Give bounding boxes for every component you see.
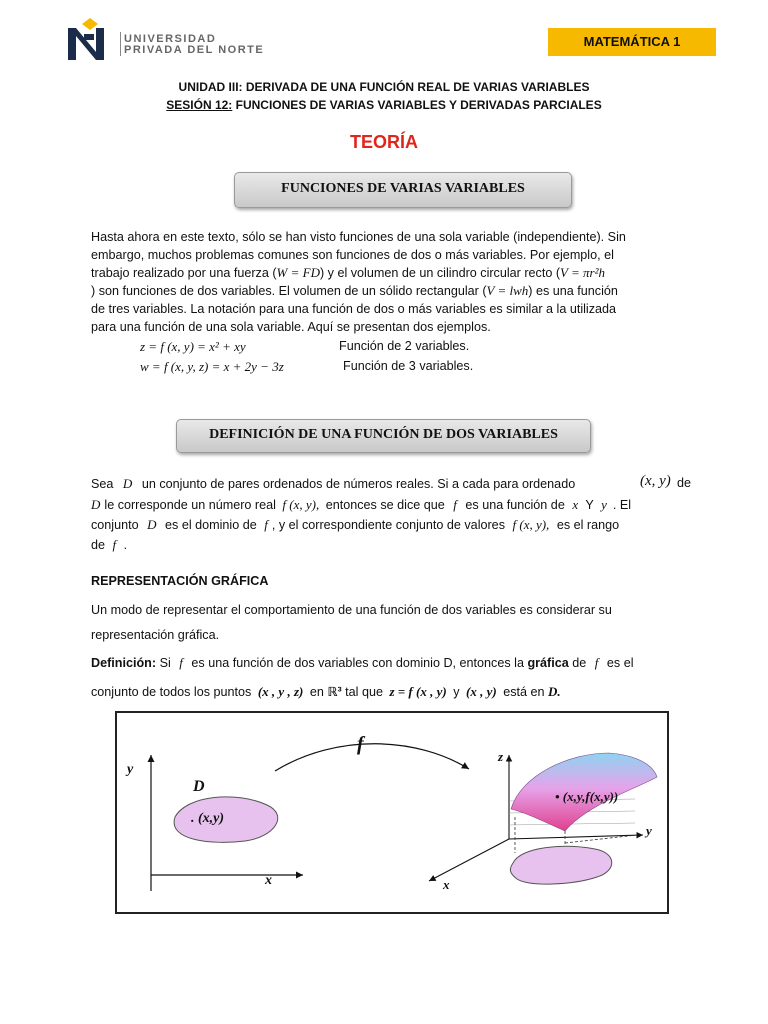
section1-heading: FUNCIONES DE VARIAS VARIABLES [234,172,572,208]
math-f: f [264,517,268,532]
label-D: D [193,778,205,795]
label-x-right: x [443,877,450,892]
text: de [677,476,692,490]
university-logo [66,18,266,62]
text: Sea [91,477,114,491]
text: . El [612,498,632,512]
label-point-3d: • (x,y,f(x,y)) [555,789,619,804]
label-point-xy: . (x,y) [191,811,225,826]
course-badge: MATEMÁTICA 1 [548,28,716,56]
eq-box: V = lwh [486,283,529,298]
math-D: D. [548,684,561,699]
section3-heading: REPRESENTACIÓN GRÁFICA [91,574,269,588]
session-title [0,98,768,112]
math-xyz: (x , y , z) [257,684,304,699]
text: en [309,685,324,699]
math-y: y [601,497,607,512]
example1-label: Función de 2 variables. [339,339,470,353]
def-line-1 [91,473,692,492]
label-f: f [357,733,364,755]
example2-label: Función de 3 variables. [343,359,474,373]
text: tal que [345,685,383,699]
math-f: f [453,497,457,512]
math-D: D [147,517,157,532]
p-line: Hasta ahora en este texto, sólo se han visto funciones de una sola variable (independiente). Sin [91,230,626,244]
logo-n-icon [66,18,112,62]
teoria-heading: TEORÍA [349,132,418,152]
logo-divider [120,32,121,56]
def-line-3 [91,517,619,533]
text: conjunto [91,518,139,532]
example2-equation: w = f (x, y, z) = x + 2y − 3z [140,359,284,374]
section1-paragraph [91,228,690,336]
label-x-left: x [265,873,272,888]
text: ) y el volumen de un cilindro circular recto ( [319,266,561,280]
graph-figure [115,711,669,914]
definition-line-2 [91,684,561,700]
text: , y el correspondiente conjunto de valores [271,518,505,532]
representation-line-1: Un modo de representar el comportamiento de una función de dos variables es considerar su [91,603,612,617]
x-axis-3d [429,839,509,881]
section2-heading: DEFINICIÓN DE UNA FUNCIÓN DE DOS VARIABLES [176,419,591,453]
text: trabajo realizado por una fuerza ( [91,266,277,280]
text: de [572,656,587,670]
math-fxy: f (x, y), [282,497,320,512]
math-f: f [179,655,183,670]
definition-line-1 [91,655,690,671]
text: entonces se dice que [325,498,445,512]
mapping-arrow [275,744,469,771]
example1-equation: z = f (x, y) = x² + xy [140,339,246,354]
p-line: de tres variables. La notación para una función de dos o más variables es similar a la utilizada [91,302,617,316]
text: está en [503,685,545,699]
definition-label: Definición: [91,656,157,670]
eq-cylinder: V = πr²h [560,265,605,280]
math-D: D [91,497,101,512]
p-line [91,264,690,282]
math-xy: (x , y) [466,684,497,699]
text: ) son funciones de dos variables. El volumen de un sólido rectangular ( [91,284,487,298]
label-y-left: y [127,762,134,777]
def-line-4 [91,537,127,553]
text: Si [159,656,171,670]
text: ) es una función [528,284,618,298]
math-zf: z = f (x , y) [389,684,447,699]
representation-line-2: representación gráfica. [91,628,220,642]
grafica-bold: gráfica [527,656,569,670]
text: es el rango [556,518,620,532]
math-f: f [594,655,599,670]
logo-line1: UNIVERSIDAD [124,33,217,45]
label-z: z [498,749,504,764]
text: es el [606,656,634,670]
text: es el dominio de [165,518,257,532]
p-line: para una función de una sola variable. Aquí se presentan dos ejemplos. [91,320,491,334]
math-f: f [112,537,117,552]
math-x: x [572,497,579,512]
text: es una función de dos variables con dominio D, entonces la [191,656,524,670]
logo-line2: PRIVADA DEL NORTE [124,44,265,56]
math-fxy: f (x, y), [512,517,550,532]
eq-work: W = FD [276,265,320,280]
domain-region-3d [510,846,611,884]
session-name: FUNCIONES DE VARIAS VARIABLES Y DERIVADAS PARCIALES [232,98,602,112]
text: le corresponde un número real [104,498,276,512]
math-xy: (x, y) [640,473,671,489]
text: . [123,538,128,552]
text: de [91,538,106,552]
p-line [91,282,690,300]
y-axis-3d [509,835,643,839]
def-line-2 [91,497,631,513]
p-line: embargo, muchos problemas comunes son funciones de dos o más variables. Por ejemplo, el [91,248,614,262]
text: es una función de [465,498,565,512]
session-label: SESIÓN 12: [166,98,233,112]
text: y [453,685,460,699]
text: Y [585,498,594,512]
text: conjunto de todos los puntos [91,685,252,699]
text: un conjunto de pares ordenados de números reales. Si a cada para ordenado [141,477,576,491]
math-R3: ℝ³ [327,685,342,699]
label-y-right: y [646,823,652,838]
domain-region-left [174,797,278,843]
math-D: D [122,476,133,491]
unit-title: UNIDAD III: DERIVADA DE UNA FUNCIÓN REAL DE VARIAS VARIABLES [178,80,590,94]
